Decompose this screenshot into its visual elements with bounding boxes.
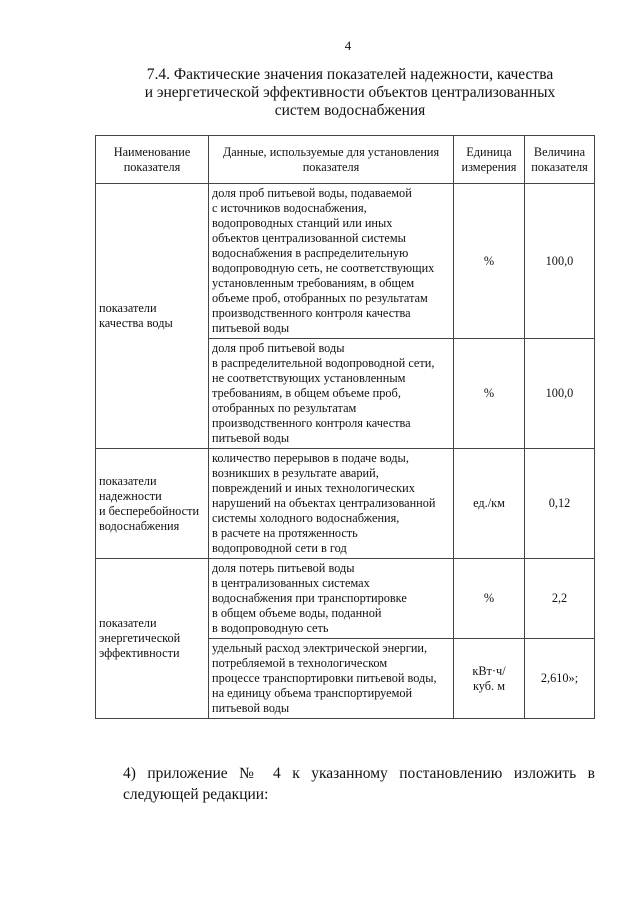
group-name-cell bbox=[96, 559, 209, 719]
header-line: Наименование bbox=[113, 144, 191, 159]
unit-cell: % bbox=[454, 184, 525, 339]
desc-line: в водопроводную сеть bbox=[212, 621, 329, 635]
desc-line: производственного контроля качества bbox=[212, 416, 411, 430]
desc-line: системы холодного водоснабжения, bbox=[212, 511, 400, 525]
desc-line: отобранных по результатам bbox=[212, 401, 357, 415]
group-name-cell bbox=[96, 449, 209, 559]
group-name-cell bbox=[96, 184, 209, 449]
desc-line: потребляемой в технологическом bbox=[212, 656, 388, 670]
table-header-row bbox=[96, 136, 595, 184]
group-name-line: показатели bbox=[99, 473, 157, 488]
header-name bbox=[96, 136, 209, 184]
desc-line: водопроводной сети в год bbox=[212, 541, 347, 555]
page-number: 4 bbox=[344, 38, 352, 53]
desc-line: водопроводную сеть, не соответствующих bbox=[212, 261, 435, 275]
unit-line: кВт·ч/ bbox=[472, 663, 506, 678]
desc-line: питьевой воды bbox=[212, 321, 290, 335]
unit-cell: ед./км bbox=[454, 449, 525, 559]
desc-line: требованиям, в общем объеме проб, bbox=[212, 386, 401, 400]
desc-line: водоснабжения в распределительную bbox=[212, 246, 409, 260]
table-row bbox=[96, 449, 595, 559]
desc-line: доля проб питьевой воды, подаваемой bbox=[212, 186, 412, 200]
group-name-line: показатели bbox=[99, 616, 157, 630]
indicators-table bbox=[95, 135, 595, 719]
description-cell bbox=[209, 449, 454, 559]
desc-line: не соответствующих установленным bbox=[212, 371, 406, 385]
desc-line: водопроводных станций или иных bbox=[212, 216, 393, 230]
section-title-line: и энергетической эффективности объектов централизованных bbox=[144, 84, 556, 101]
desc-line: доля потерь питьевой воды bbox=[212, 561, 355, 575]
desc-line: возникших в результате аварий, bbox=[212, 466, 379, 480]
desc-line: процессе транспортировки питьевой воды, bbox=[212, 671, 437, 685]
value-cell: 100,0 bbox=[525, 339, 595, 449]
desc-line: в централизованных системах bbox=[212, 576, 370, 590]
group-name-line: и бесперебойности bbox=[99, 503, 200, 518]
header-line: показателя bbox=[302, 159, 360, 174]
unit-cell bbox=[454, 639, 525, 719]
group-name-line: показатели bbox=[99, 301, 157, 315]
value-cell: 2,2 bbox=[525, 559, 595, 639]
header-line: измерения bbox=[461, 159, 517, 174]
unit-cell: % bbox=[454, 559, 525, 639]
group-name-line: водоснабжения bbox=[99, 518, 180, 533]
value-cell: 0,12 bbox=[525, 449, 595, 559]
desc-line: количество перерывов в подаче воды, bbox=[212, 451, 409, 465]
section-title-line: 7.4. Фактические значения показателей надежности, качества bbox=[146, 66, 554, 83]
header-unit bbox=[454, 136, 525, 184]
group-name-line: эффективности bbox=[99, 646, 180, 660]
value-cell: 2,610»; bbox=[525, 639, 595, 719]
desc-line: объеме проб, отобранных по результатам bbox=[212, 291, 428, 305]
header-data bbox=[209, 136, 454, 184]
closing-paragraph bbox=[95, 763, 595, 805]
header-value bbox=[525, 136, 595, 184]
group-name-line: качества воды bbox=[99, 316, 173, 330]
desc-line: нарушений на объектах централизованной bbox=[212, 496, 436, 510]
description-cell bbox=[209, 559, 454, 639]
group-name-line: энергетической bbox=[99, 631, 181, 645]
desc-line: установленным требованиям, в общем bbox=[212, 276, 415, 290]
table-row bbox=[96, 559, 595, 639]
desc-line: удельный расход электрической энергии, bbox=[212, 641, 428, 655]
desc-line: водоснабжения при транспортировке bbox=[212, 591, 407, 605]
header-line: Единица bbox=[466, 144, 512, 159]
unit-cell: % bbox=[454, 339, 525, 449]
header-line: показателя bbox=[531, 159, 588, 174]
header-line: Величина bbox=[533, 144, 586, 159]
desc-line: производственного контроля качества bbox=[212, 306, 411, 320]
desc-line: питьевой воды bbox=[212, 701, 290, 715]
value-cell: 100,0 bbox=[525, 184, 595, 339]
desc-line: объектов централизованной системы bbox=[212, 231, 406, 245]
description-cell bbox=[209, 639, 454, 719]
closing-text: 4) приложение № 4 к указанному постановлению изложить в следующей редакции: bbox=[123, 765, 595, 803]
header-line: Данные, используемые для установления bbox=[222, 144, 440, 159]
section-title-line: систем водоснабжения bbox=[274, 102, 426, 119]
desc-line: в расчете на протяженность bbox=[212, 526, 358, 540]
section-title bbox=[120, 66, 580, 120]
desc-line: в распределительной водопроводной сети, bbox=[212, 356, 435, 370]
unit-line: куб. м bbox=[473, 678, 505, 693]
table-row bbox=[96, 184, 595, 339]
group-name-line: надежности bbox=[99, 488, 162, 503]
desc-line: повреждений и иных технологических bbox=[212, 481, 415, 495]
desc-line: на единицу объема транспортируемой bbox=[212, 686, 413, 700]
desc-line: доля проб питьевой воды bbox=[212, 341, 345, 355]
description-cell bbox=[209, 184, 454, 339]
desc-line: в общем объеме воды, поданной bbox=[212, 606, 382, 620]
desc-line: с источников водоснабжения, bbox=[212, 201, 367, 215]
header-line: показателя bbox=[123, 159, 181, 174]
desc-line: питьевой воды bbox=[212, 431, 290, 445]
description-cell bbox=[209, 339, 454, 449]
